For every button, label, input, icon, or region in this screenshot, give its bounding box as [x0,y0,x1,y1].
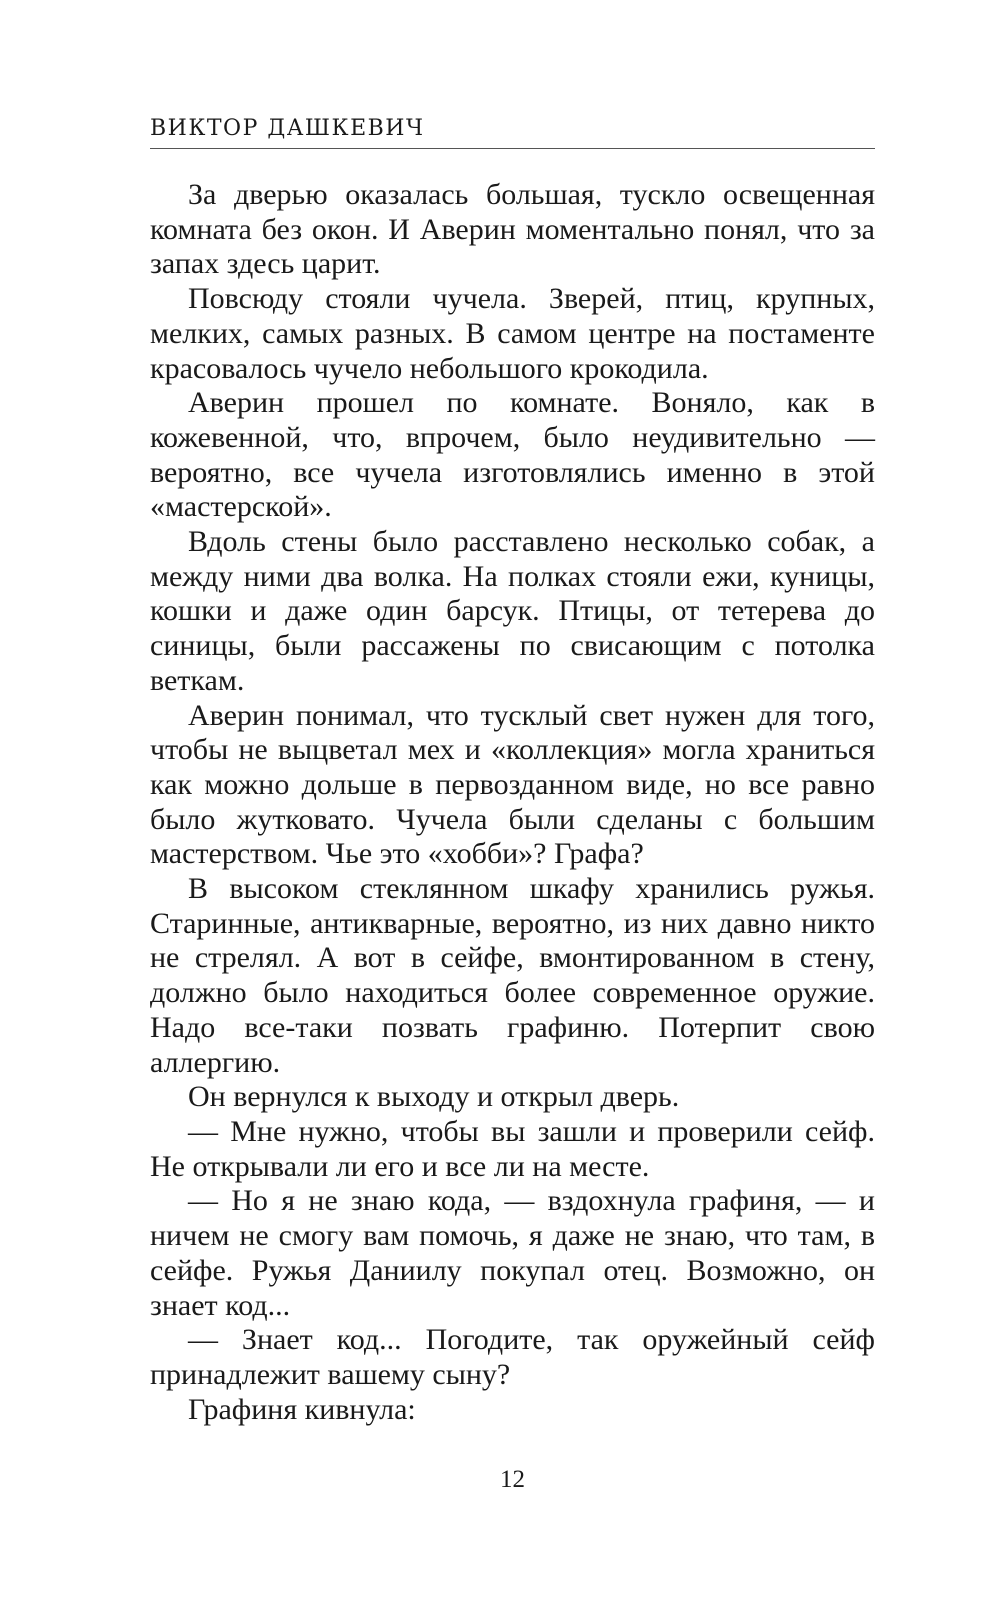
dialogue-paragraph: — Знает код... Погодите, так оружейный сейф принадлежит вашему сыну? [150,1323,875,1391]
paragraph: Он вернулся к выходу и открыл дверь. [188,1080,680,1114]
paragraph: Аверин прошел по комнате. Воняло, как в кожевенной, что, впрочем, было неудивительно — вероятно, все чучела изготовлялись именно в этой «мастерской». [150,386,875,524]
body-text [150,178,875,1427]
paragraph: Вдоль стены было расставлено несколько собак, а между ними два волка. На полках стояли ежи, куницы, кошки и даже один барсук. Птицы, от тетерева до синицы, были рассажены по свисающим с потолка веткам. [150,525,875,697]
paragraph: Повсюду стояли чучела. Зверей, птиц, крупных, мелких, самых разных. В самом центре на постаменте красовалось чучело небольшого крокодила. [150,282,875,385]
paragraph: Аверин понимал, что тусклый свет нужен для того, чтобы не выцветал мех и «коллекция» могла храниться как можно дольше в первозданном виде, но все равно было жутковато. Чучела были сделаны с большим мастерством. Чье это «хобби»? Графа? [150,698,875,871]
running-head-author: ВИКТОР ДАШКЕВИЧ [150,116,425,141]
dialogue-paragraph: — Но я не знаю кода, — вздохнула графиня, — и ничем не смогу вам помочь, я даже не знаю, что там, в сейфе. Ружья Даниилу покупал отец. Возможно, он знает код... [150,1184,875,1322]
page-header [150,108,875,149]
dialogue-paragraph: — Мне нужно, чтобы вы зашли и проверили сейф. Не открывали ли его и все ли на месте. [150,1114,875,1183]
paragraph: Графиня кивнула: [188,1392,416,1426]
page-number: 12 [500,1466,525,1493]
paragraph: В высоком стеклянном шкафу хранились ружья. Старинные, антикварные, вероятно, из них давно никто не стрелял. А вот в сейфе, вмонтированном в стену, должно было находиться более современное оружие. Надо все-таки позвать графиню. Потерпит свою аллергию. [150,872,875,1079]
paragraph: За дверью оказалась большая, тускло освещенная комната без окон. И Аверин моментально понял, что за запах здесь царит. [150,178,875,281]
